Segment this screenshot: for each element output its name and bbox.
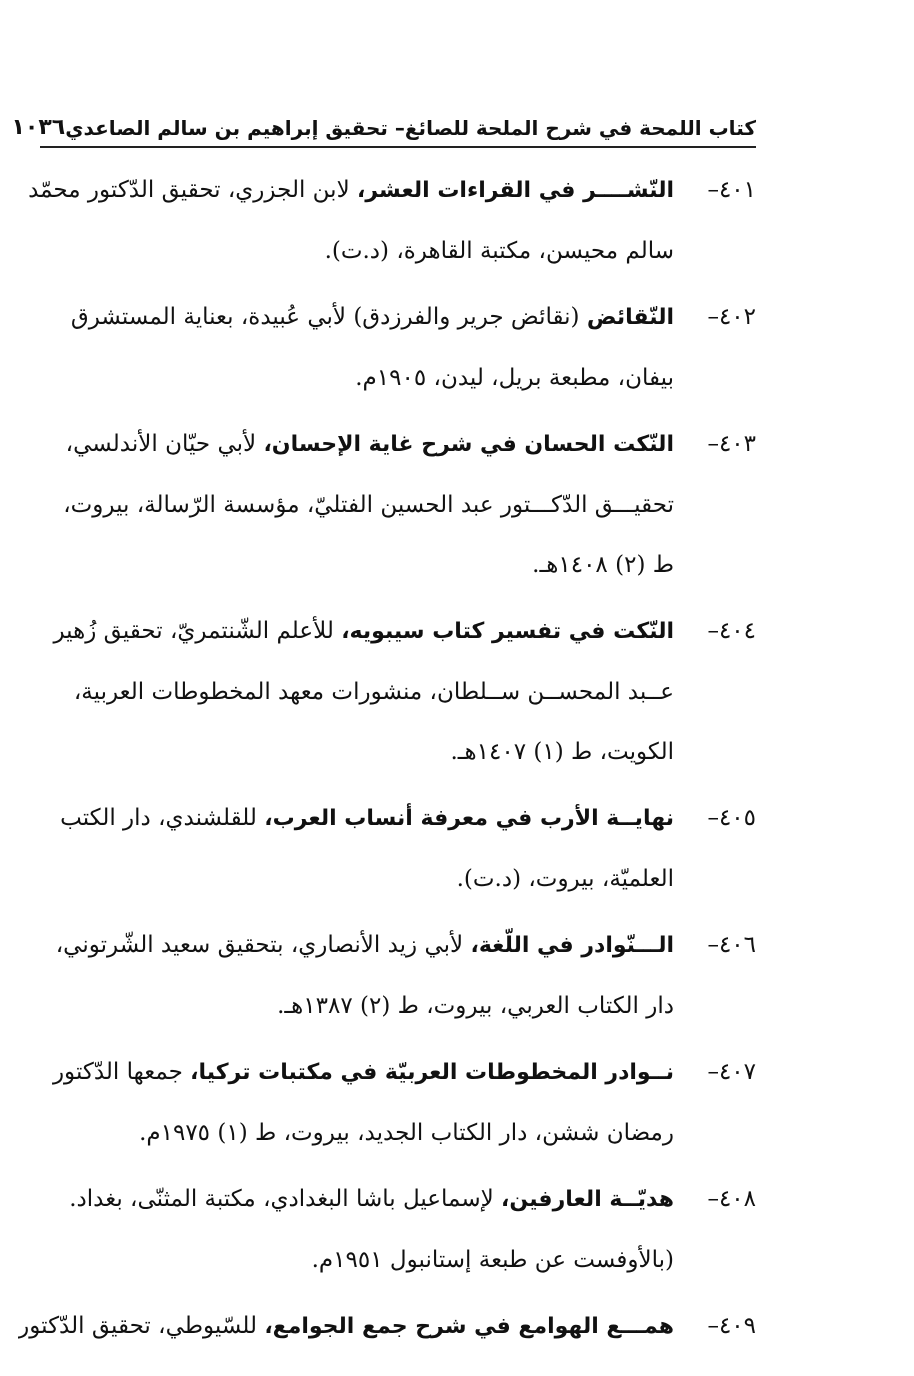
running-header bbox=[11, 104, 756, 148]
entry-details: لأبي زيد الأنصاري، بتحقيق سعيد الشّرتوني، bbox=[55, 932, 464, 958]
entry-details: للسّيوطي، تحقيق الدّكتور bbox=[18, 1313, 258, 1339]
bibliography-list bbox=[18, 160, 756, 1363]
entry-text bbox=[28, 160, 674, 281]
entry-details: للأعلم الشّنتمريّ، تحقيق زُهير bbox=[53, 618, 334, 644]
entry-title: النّكت الحسان في شرح غاية الإحسان، bbox=[263, 432, 674, 457]
entry-text bbox=[40, 287, 674, 408]
entry-text bbox=[40, 1169, 674, 1290]
list-item bbox=[40, 414, 756, 595]
entry-title: همـــع الهوامع في شرح جمع الجوامع، bbox=[264, 1314, 674, 1339]
entry-number: ٤٠٢– bbox=[707, 304, 756, 330]
page-number: ١٠٣٦ bbox=[11, 115, 66, 140]
entry-number: ٤٠١– bbox=[707, 177, 756, 203]
entry-line-3: ط (٢) ١٤٠٨هـ. bbox=[532, 552, 674, 578]
entry-number: ٤٠٥– bbox=[707, 805, 756, 831]
entry-details: (نقائض جرير والفرزدق) لأبي عُبيدة، بعناية المستشرق bbox=[70, 304, 580, 330]
entry-title: النّشــــر في القراءات العشر، bbox=[357, 178, 674, 203]
entry-text bbox=[40, 414, 674, 595]
list-item bbox=[28, 160, 756, 281]
entry-details: لإسماعيل باشا البغدادي، مكتبة المثنّى، بغداد. bbox=[69, 1186, 494, 1212]
entry-line-2: بيفان، مطبعة بريل، ليدن، ١٩٠٥م. bbox=[355, 365, 674, 391]
entry-title: نهايــة الأرب في معرفة أنساب العرب، bbox=[264, 806, 674, 831]
entry-title: نــوادر المخطوطات العربيّة في مكتبات تركيا، bbox=[190, 1060, 674, 1085]
entry-line-2: (بالأوفست عن طبعة إستانبول ١٩٥١م. bbox=[311, 1247, 674, 1273]
list-item bbox=[40, 287, 756, 408]
entry-number: ٤٠٧– bbox=[707, 1059, 756, 1085]
list-item bbox=[40, 601, 756, 782]
entry-details: لابن الجزري، تحقيق الدّكتور محمّد bbox=[28, 177, 350, 203]
list-item bbox=[40, 1169, 756, 1290]
entry-line-2: سالم محيسن، مكتبة القاهرة، (د.ت). bbox=[324, 238, 674, 264]
entry-details: للقلشندي، دار الكتب bbox=[60, 805, 257, 831]
list-item bbox=[18, 1296, 756, 1357]
entry-text bbox=[40, 788, 674, 909]
entry-title: الـــنّوادر في اللّغة، bbox=[470, 933, 674, 958]
list-item bbox=[40, 788, 756, 909]
header-title: كتاب اللمحة في شرح الملحة للصائغ– تحقيق إبراهيم بن سالم الصاعدي bbox=[65, 116, 756, 140]
entry-line-2: دار الكتاب العربي، بيروت، ط (٢) ١٣٨٧هـ. bbox=[277, 993, 674, 1019]
entry-line-2: العلميّة، بيروت، (د.ت). bbox=[456, 866, 674, 892]
list-item bbox=[40, 1042, 756, 1163]
entry-title: النّقائض bbox=[586, 305, 674, 330]
entry-title: هديّــة العارفين، bbox=[501, 1187, 674, 1212]
entry-line-3: الكويت، ط (١) ١٤٠٧هـ. bbox=[450, 739, 674, 765]
entry-line-2: عــبد المحســن ســلطان، منشورات معهد المخطوطات العربية، bbox=[73, 679, 674, 705]
entry-text bbox=[40, 601, 674, 782]
entry-title: النّكت في تفسير كتاب سيبويه، bbox=[341, 619, 674, 644]
entry-number: ٤٠٤– bbox=[707, 618, 756, 644]
entry-text bbox=[40, 1042, 674, 1163]
entry-line-2: رمضان ششن، دار الكتاب الجديد، بيروت، ط (١) ١٩٧٥م. bbox=[139, 1120, 674, 1146]
entry-text bbox=[40, 915, 674, 1036]
entry-details: جمعها الدّكتور bbox=[52, 1059, 183, 1085]
entry-line-2: تحقيـــق الدّكـــتور عبد الحسين الفتليّ، مؤسسة الرّسالة، بيروت، bbox=[63, 492, 674, 518]
entry-details: لأبي حيّان الأندلسي، bbox=[65, 431, 257, 457]
entry-number: ٤٠٦– bbox=[707, 932, 756, 958]
entry-number: ٤٠٣– bbox=[707, 431, 756, 457]
entry-number: ٤٠٩– bbox=[707, 1313, 756, 1339]
entry-text bbox=[18, 1296, 674, 1357]
list-item bbox=[40, 915, 756, 1036]
entry-number: ٤٠٨– bbox=[707, 1186, 756, 1212]
